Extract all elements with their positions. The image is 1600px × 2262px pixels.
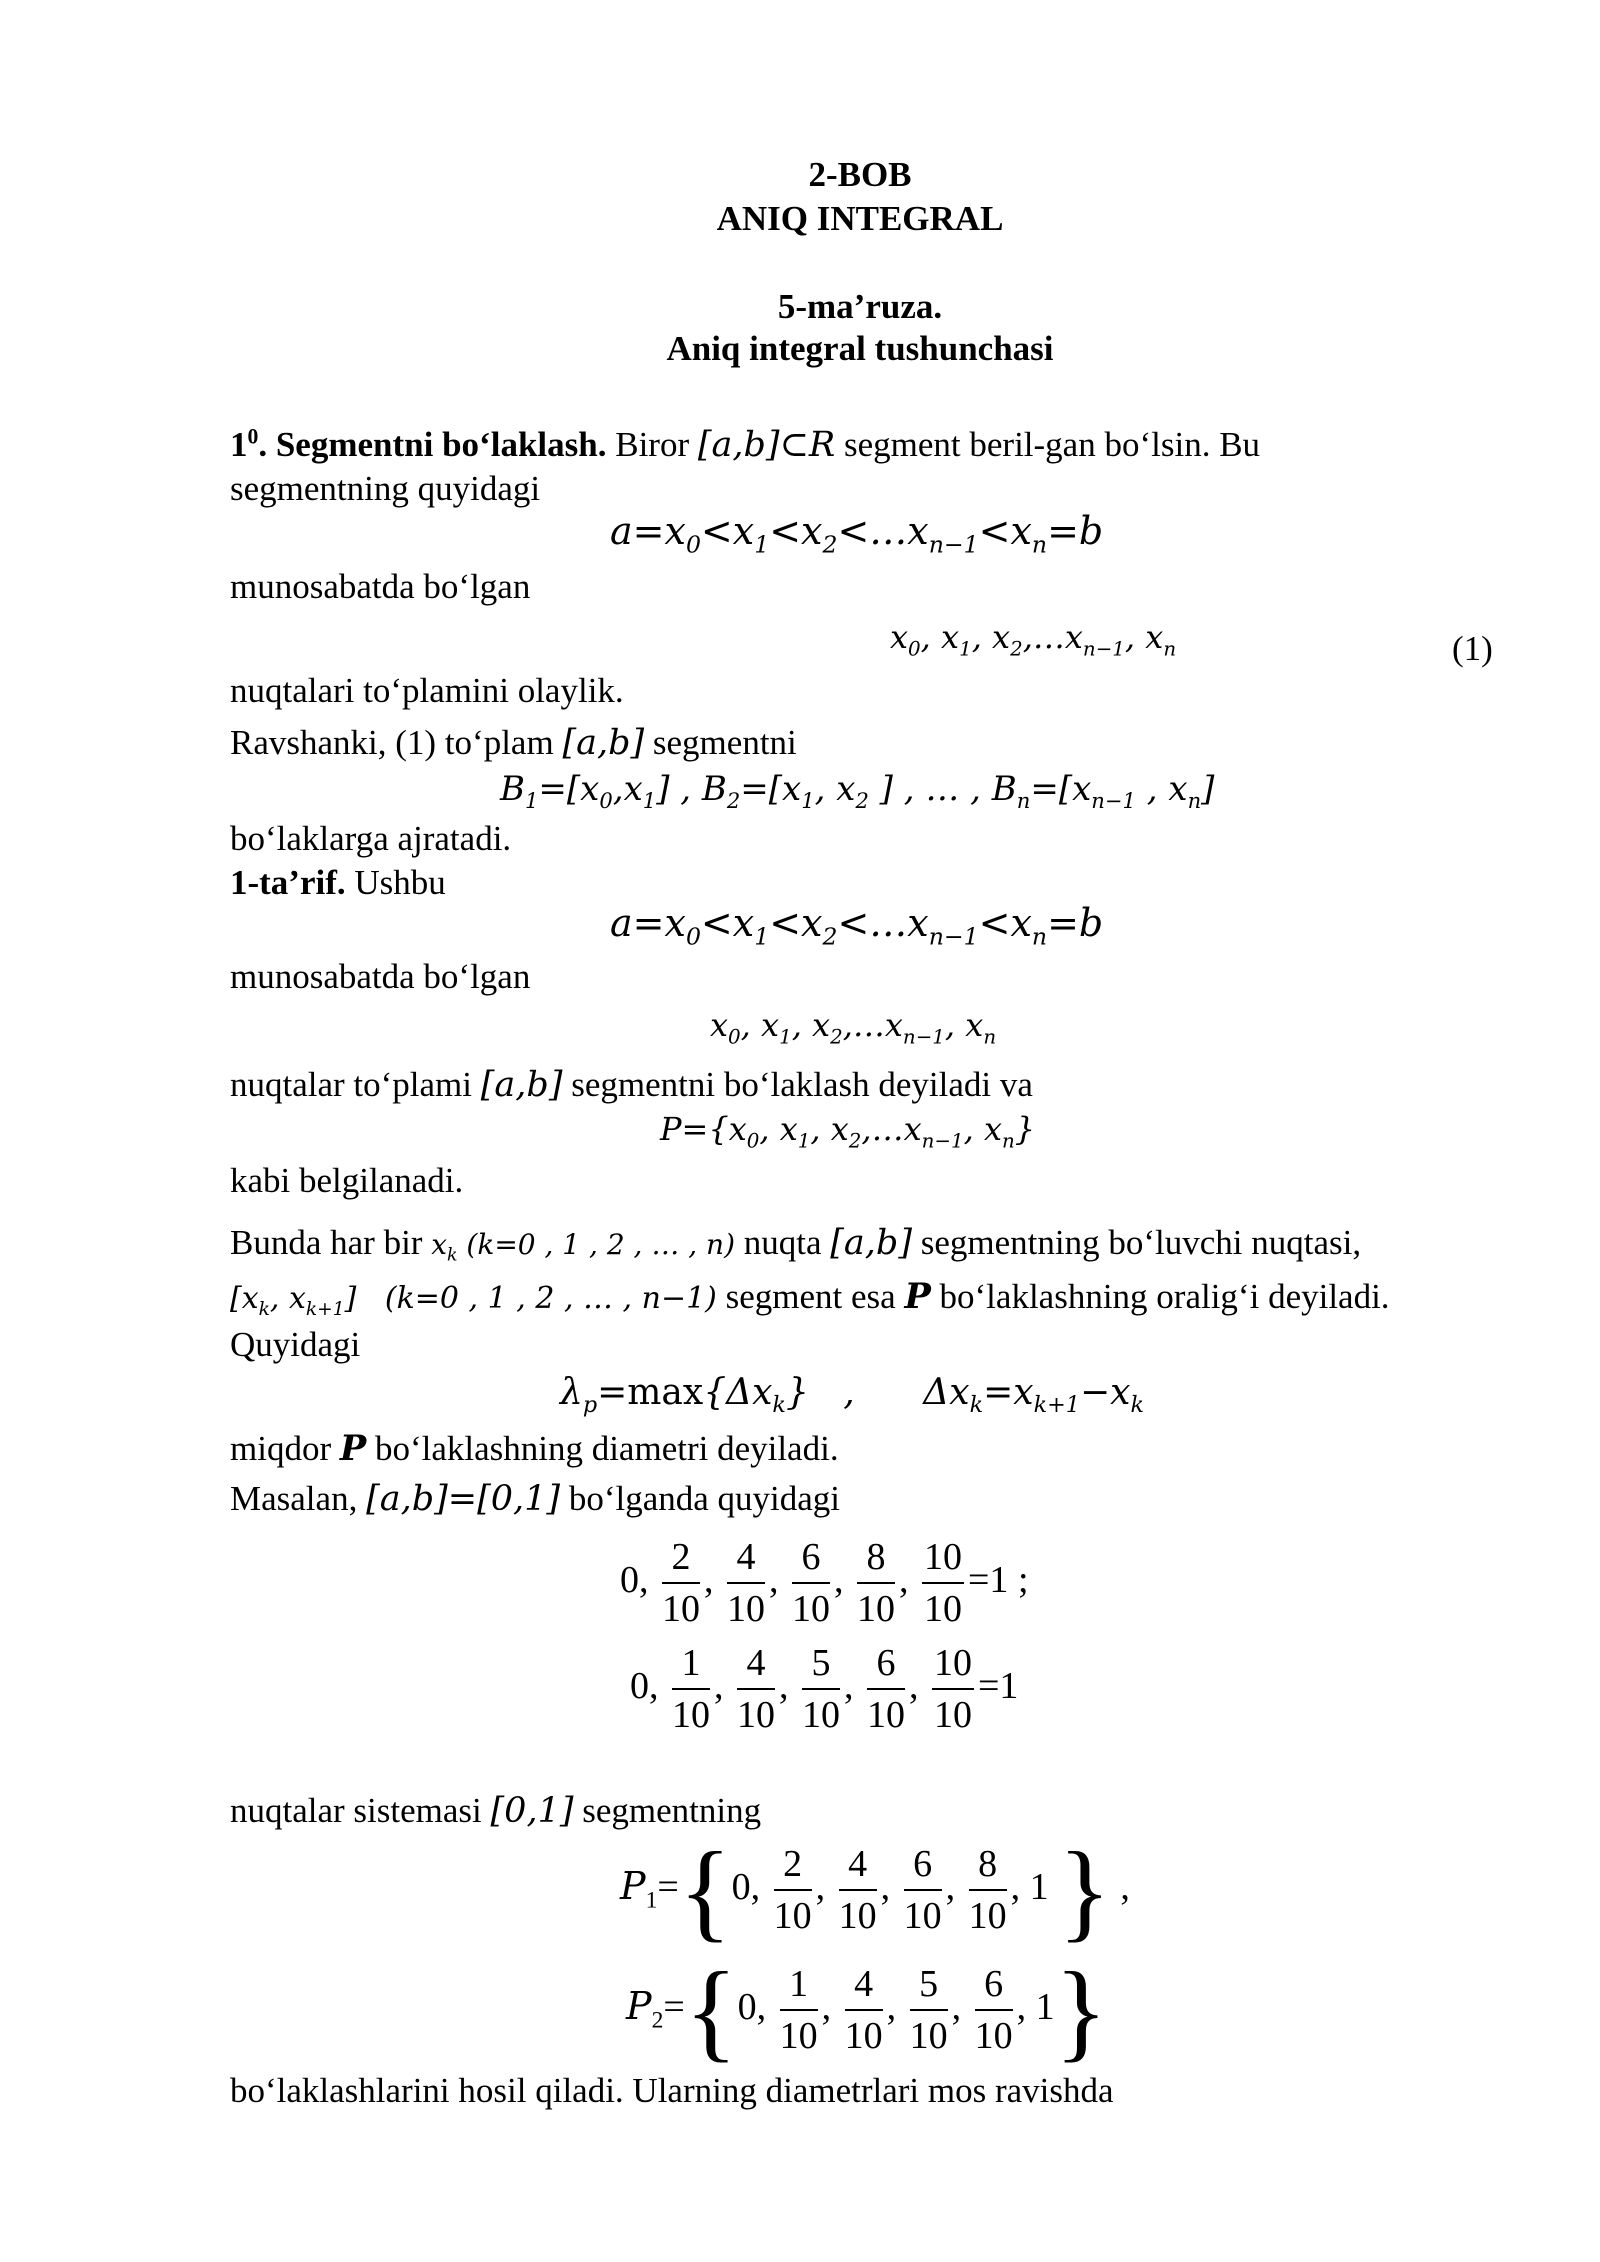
paragraph-line: munosabatda bo‘lgan bbox=[230, 957, 531, 996]
chapter-number: 2-BOB bbox=[808, 155, 912, 194]
fraction-denominator: 10 bbox=[838, 1895, 877, 1938]
paragraph-line: kabi belgilanadi. bbox=[230, 1161, 464, 1200]
math-interval: [a,b] bbox=[830, 1223, 912, 1263]
paragraph-line bbox=[230, 1276, 1390, 1320]
text: Ravshanki, (1) to‘plam bbox=[230, 723, 563, 762]
math-xk: $x_k$ (k=0 , 1 , 2 , … , n) bbox=[431, 1228, 735, 1266]
fraction bbox=[792, 1532, 830, 1634]
fraction-numerator: 8 bbox=[857, 1532, 895, 1584]
formula-points: $x_0$, $x_1$, $x_2,\dots x_{n-1}$, $x_n$ bbox=[890, 618, 1177, 661]
equation-number: (1) bbox=[1452, 629, 1493, 668]
text: segment esa bbox=[716, 1277, 905, 1316]
chapter-title: ANIQ INTEGRAL bbox=[716, 199, 1004, 238]
paragraph-line bbox=[230, 1064, 1033, 1106]
formula-points: $x_0$, $x_1$, $x_2,\dots x_{n-1}$, $x_n$ bbox=[710, 1006, 997, 1049]
fraction bbox=[672, 1638, 710, 1740]
fraction bbox=[857, 1532, 895, 1634]
definition-intro bbox=[230, 862, 446, 904]
text: Masalan, bbox=[230, 1479, 367, 1518]
fraction-numerator: 6 bbox=[792, 1532, 830, 1584]
fraction bbox=[910, 1959, 948, 2061]
fraction bbox=[737, 1638, 775, 1740]
fraction bbox=[780, 1959, 818, 2061]
formula-diameter: $\lambda_p=\max\{\Delta x_k\}$ , $\Delta x_k=x_{k+1}-x_k$ bbox=[560, 1372, 1145, 1419]
text: bo‘lganda quyidagi bbox=[560, 1479, 841, 1518]
fraction-numerator: 4 bbox=[845, 1959, 883, 2011]
fraction bbox=[975, 1959, 1013, 2061]
text: bo‘laklashning diametri deyiladi. bbox=[366, 1429, 839, 1468]
text: segmentni bbox=[644, 723, 797, 762]
fraction-numerator: 10 bbox=[922, 1532, 964, 1584]
paragraph-line bbox=[230, 722, 797, 764]
paragraph-line: Quyidagi bbox=[230, 1325, 361, 1364]
text: segmentni bo‘laklash deyiladi va bbox=[562, 1065, 1033, 1104]
math-P: P bbox=[904, 1276, 931, 1317]
paragraph-line: munosabatda bo‘lgan bbox=[230, 567, 531, 606]
math-interval: [a,b]⊂R bbox=[697, 425, 836, 465]
text: bo‘laklashning oralig‘i deyiladi. bbox=[930, 1277, 1390, 1316]
math-interval: [a,b] bbox=[562, 723, 645, 763]
fraction bbox=[774, 1839, 812, 1941]
fraction-numerator: 6 bbox=[975, 1959, 1013, 2011]
fraction-numerator: 8 bbox=[969, 1839, 1007, 1891]
partition-P1: $P_1=\{0$, $\frac{2}{10}$ , $\frac{4}{10}$ , $\frac{6}{10}$ , $\frac{8}{10}$ , 1 } , bbox=[620, 1829, 1130, 1952]
fraction bbox=[969, 1839, 1007, 1941]
lecture-title: Aniq integral tushunchasi bbox=[666, 329, 1054, 368]
paragraph-line bbox=[230, 1478, 840, 1520]
fraction-denominator: 10 bbox=[909, 2015, 948, 2058]
fraction-denominator: 10 bbox=[792, 1588, 830, 1631]
formula-partition-chain: $a=x_0<x_1<x_2<\dots x_{n-1}<x_n=b$ bbox=[610, 509, 1104, 559]
lecture-number: 5-ma’ruza. bbox=[777, 287, 943, 326]
fraction bbox=[932, 1638, 974, 1740]
fraction bbox=[904, 1839, 942, 1941]
fraction-denominator: 10 bbox=[974, 2015, 1013, 2058]
formula-partition-chain: $a=x_0<x_1<x_2<\dots x_{n-1}<x_n=b$ bbox=[610, 901, 1104, 951]
paragraph-line: bo‘laklashlarini hosil qiladi. Ularning diametrlari mos ravishda bbox=[230, 2071, 1114, 2110]
fraction-row-1: 0, $\frac{2}{10}$ , $\frac{4}{10}$ , $\frac{6}{10}$ , $\frac{8}{10}$ , $\frac{10}{10}$ =1 ; bbox=[620, 1530, 1029, 1634]
text: nuqta bbox=[735, 1223, 831, 1262]
fraction-denominator: 10 bbox=[844, 2015, 883, 2058]
fraction bbox=[845, 1959, 883, 2061]
fraction-numerator: 4 bbox=[737, 1638, 775, 1690]
definition-label: 1-ta’rif. bbox=[230, 863, 346, 902]
fraction bbox=[922, 1532, 964, 1634]
paragraph-line bbox=[230, 1222, 1502, 1266]
fraction-denominator: 10 bbox=[924, 1588, 962, 1631]
fraction-denominator: 10 bbox=[968, 1895, 1007, 1938]
fraction bbox=[802, 1638, 840, 1740]
fraction-denominator: 10 bbox=[934, 1694, 972, 1737]
section-label-number: 1 bbox=[230, 425, 248, 464]
text: nuqtalar sistemasi bbox=[230, 1791, 491, 1830]
fraction-denominator: 10 bbox=[727, 1588, 765, 1631]
fraction-numerator: 4 bbox=[839, 1839, 877, 1891]
fraction bbox=[662, 1532, 700, 1634]
text: nuqtalar to‘plami bbox=[230, 1065, 481, 1104]
fraction-denominator: 10 bbox=[867, 1694, 905, 1737]
formula-partition-set: $P=\{x_0$, $x_1$, $x_2,\dots x_{n-1}$, $x_n$} bbox=[660, 1110, 1036, 1153]
math-interval: [0,1] bbox=[490, 1791, 574, 1831]
fraction bbox=[839, 1839, 877, 1941]
fraction-denominator: 10 bbox=[672, 1694, 710, 1737]
fraction bbox=[867, 1638, 905, 1740]
fraction-numerator: 1 bbox=[672, 1638, 710, 1690]
fraction-denominator: 10 bbox=[662, 1588, 700, 1631]
partition-P2: $P_2=\{0$, $\frac{1}{10}$ , $\frac{4}{10}$ , $\frac{5}{10}$ , $\frac{6}{10}$ , 1} bbox=[626, 1949, 1108, 2072]
math-P: P bbox=[339, 1428, 367, 1469]
paragraph-line: segmentning quyidagi bbox=[230, 469, 541, 508]
text: segment beril-gan bo‘lsin. Bu bbox=[835, 425, 1261, 464]
fraction-numerator: 2 bbox=[774, 1839, 812, 1891]
text: segmentning bo‘luvchi nuqtasi, bbox=[911, 1223, 1362, 1262]
math-interval: [a,b] bbox=[480, 1065, 563, 1105]
fraction bbox=[727, 1532, 765, 1634]
text: Ushbu bbox=[345, 863, 446, 902]
section-label-sup: 0 bbox=[247, 424, 259, 449]
paragraph-line: bo‘laklarga ajratadi. bbox=[230, 819, 512, 858]
fraction-numerator: 6 bbox=[904, 1839, 942, 1891]
section-title: . Segmentni bo‘laklash. bbox=[258, 425, 607, 464]
text: Biror bbox=[606, 425, 698, 464]
fraction-row-2: 0, $\frac{1}{10}$ , $\frac{4}{10}$ , $\frac{5}{10}$ , $\frac{6}{10}$ , $\frac{10}{10}$ =1 bbox=[630, 1636, 1018, 1740]
text: Bunda har bir bbox=[230, 1223, 432, 1262]
fraction-numerator: 2 bbox=[662, 1532, 700, 1584]
text: miqdor bbox=[230, 1429, 340, 1468]
fraction-denominator: 10 bbox=[773, 1895, 812, 1938]
fraction-numerator: 5 bbox=[910, 1959, 948, 2011]
paragraph-line: nuqtalari to‘plamini olaylik. bbox=[230, 671, 624, 710]
fraction-denominator: 10 bbox=[779, 2015, 818, 2058]
fraction-numerator: 4 bbox=[727, 1532, 765, 1584]
fraction-denominator: 10 bbox=[857, 1588, 895, 1631]
fraction-numerator: 1 bbox=[780, 1959, 818, 2011]
fraction-denominator: 10 bbox=[802, 1694, 840, 1737]
fraction-denominator: 10 bbox=[903, 1895, 942, 1938]
paragraph-line bbox=[230, 1428, 839, 1470]
math-subsegment: [$x_k$, $x_{k+1}$] (k=0 , 1 , 2 , … , n−1) bbox=[230, 1281, 717, 1320]
formula-subsegments: $B_1=[x_0,x_1]$ , $B_2=[x_1$, $x_2$ ] , … , $B_n=[x_{n-1}$ , $x_n$] bbox=[500, 769, 1215, 813]
fraction-numerator: 6 bbox=[867, 1638, 905, 1690]
fraction-numerator: 10 bbox=[932, 1638, 974, 1690]
fraction-denominator: 10 bbox=[737, 1694, 775, 1737]
section1-intro bbox=[230, 424, 1260, 466]
text: segmentning bbox=[573, 1791, 762, 1830]
math-interval: [a,b]=[0,1] bbox=[366, 1479, 561, 1519]
fraction-numerator: 5 bbox=[802, 1638, 840, 1690]
